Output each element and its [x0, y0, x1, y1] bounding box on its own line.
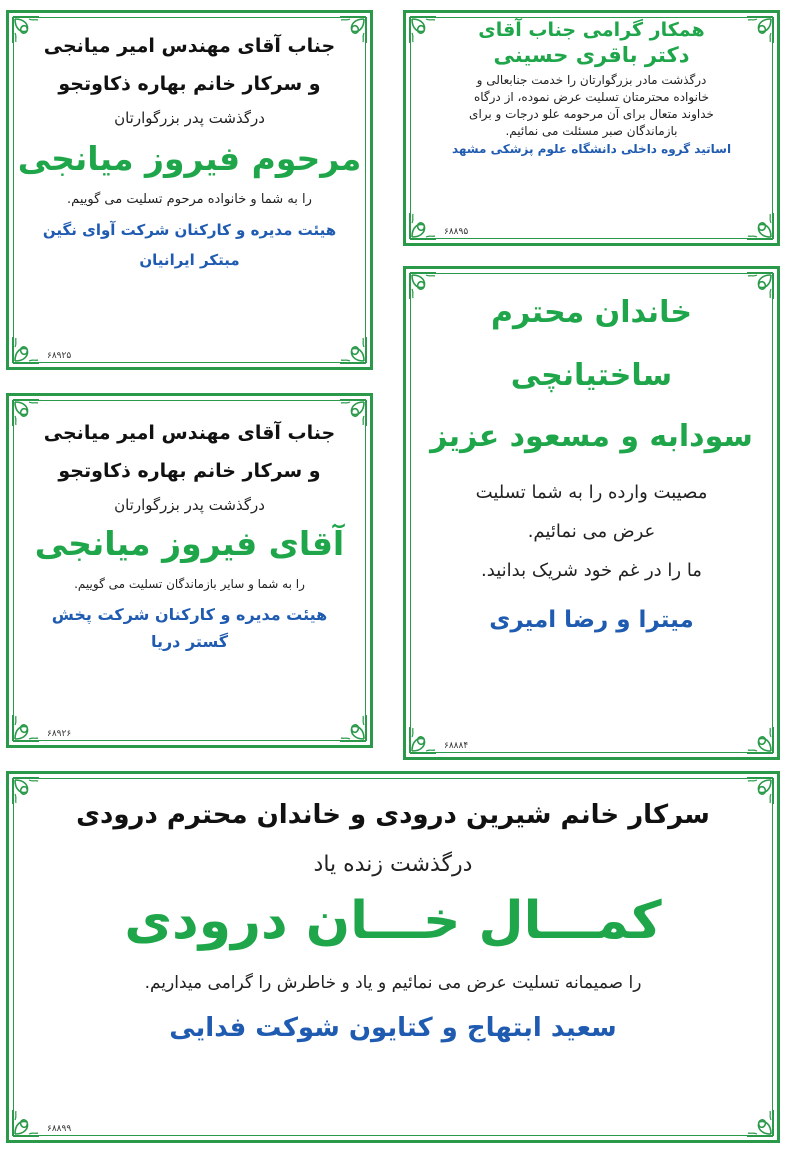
ad-message: را به شما و خانواده مرحوم تسلیت می گوییم. [67, 192, 312, 207]
ad-code: ۶۸۹۲۶ [47, 729, 72, 739]
floral-corner-icon [338, 398, 368, 428]
ad-body-line: خانواده محترمتان تسلیت عرض نموده، از درگاه [473, 90, 709, 104]
ad-signature: هیئت مدیره و کارکنان شرکت پخش [51, 605, 328, 624]
ad-body-line: درگذشت مادر بزرگوارتان را خدمت جنابعالی و [476, 73, 707, 87]
ad-subtitle: درگذشت پدر بزرگوارتان [114, 109, 265, 127]
ad-title: همکار گرامی جناب آقای [478, 19, 705, 41]
ad-recipient-line: جناب آقای مهندس امیر میانجی [43, 422, 336, 444]
ad-subtitle: درگذشت زنده یاد [313, 852, 473, 877]
ad-signature: اساتید گروه داخلی دانشگاه علوم پزشکی مشهد [451, 142, 732, 156]
ad-code: ۶۸۸۹۵ [444, 227, 469, 237]
floral-corner-icon [745, 1108, 775, 1138]
ad-family-name: ساختیانچی [510, 358, 673, 393]
floral-corner-icon [408, 211, 438, 241]
ad-message: را به شما و سایر بازماندگان تسلیت می گوییم. [74, 577, 305, 591]
ad-heading: خاندان محترم [491, 295, 692, 330]
ad-person-name: دکتر باقری حسینی [493, 43, 690, 67]
ad-signature: گستر دریا [150, 632, 229, 651]
floral-corner-icon [745, 776, 775, 806]
ad-body-line: عرض می نمائیم. [527, 521, 656, 542]
floral-corner-icon [408, 15, 438, 45]
floral-corner-icon [338, 15, 368, 45]
condolence-ad-mianji-2 [6, 393, 373, 748]
ad-body-line: ما را در غم خود شریک بدانید. [481, 560, 702, 581]
ad-code: ۶۸۸۹۹ [47, 1124, 72, 1134]
floral-corner-icon [408, 271, 438, 301]
floral-corner-icon [745, 271, 775, 301]
ad-recipient-line: و سرکار خانم بهاره ذکاوتجو [58, 460, 321, 482]
floral-corner-icon [11, 776, 41, 806]
ad-signature: سعید ابتهاج و کتایون شوکت فدایی [169, 1013, 617, 1043]
ad-body-line: بازماندگان صبر مسئلت می نمائیم. [505, 124, 678, 138]
ad-deceased-name: مرحوم فیروز میانجی [17, 139, 362, 178]
floral-corner-icon [11, 335, 41, 365]
ad-body-line: مصیبت وارده را به شما تسلیت [475, 482, 708, 503]
floral-corner-icon [745, 211, 775, 241]
ad-message: را صمیمانه تسلیت عرض می نمائیم و یاد و خاطرش را گرامی میداریم. [144, 973, 642, 993]
ad-signature: مبتکر ایرانیان [139, 251, 240, 269]
ad-recipient-names: سودابه و مسعود عزیز [430, 419, 753, 454]
floral-corner-icon [11, 713, 41, 743]
ad-subtitle: درگذشت پدر بزرگوارتان [114, 496, 265, 514]
ad-recipient-line: جناب آقای مهندس امیر میانجی [43, 35, 336, 57]
ad-recipient-line: و سرکار خانم بهاره ذکاوتجو [58, 73, 321, 95]
ad-deceased-name: کمـــال خـــان درودی [124, 891, 662, 951]
floral-corner-icon [338, 713, 368, 743]
ad-recipient-line: سرکار خانم شیرین درودی و خاندان محترم درودی [76, 800, 710, 830]
floral-corner-icon [745, 725, 775, 755]
floral-corner-icon [745, 15, 775, 45]
ad-deceased-name: آقای فیروز میانجی [34, 524, 345, 563]
ad-body-line: خداوند متعال برای آن مرحومه علو درجات و برای [469, 107, 714, 121]
ad-code: ۶۸۸۸۴ [444, 741, 469, 751]
condolence-ad-doroudi [6, 771, 780, 1143]
ad-code: ۶۸۹۲۵ [47, 351, 72, 361]
ad-signature: هیئت مدیره و کارکنان شرکت آوای نگین [42, 221, 337, 239]
floral-corner-icon [11, 15, 41, 45]
condolence-ad-bagheri [403, 10, 780, 246]
floral-corner-icon [408, 725, 438, 755]
condolence-ad-mianji-1 [6, 10, 373, 370]
condolence-ad-sakhtiyanchi [403, 266, 780, 760]
floral-corner-icon [338, 335, 368, 365]
floral-corner-icon [11, 398, 41, 428]
floral-corner-icon [11, 1108, 41, 1138]
ad-signature: میترا و رضا امیری [489, 607, 694, 633]
